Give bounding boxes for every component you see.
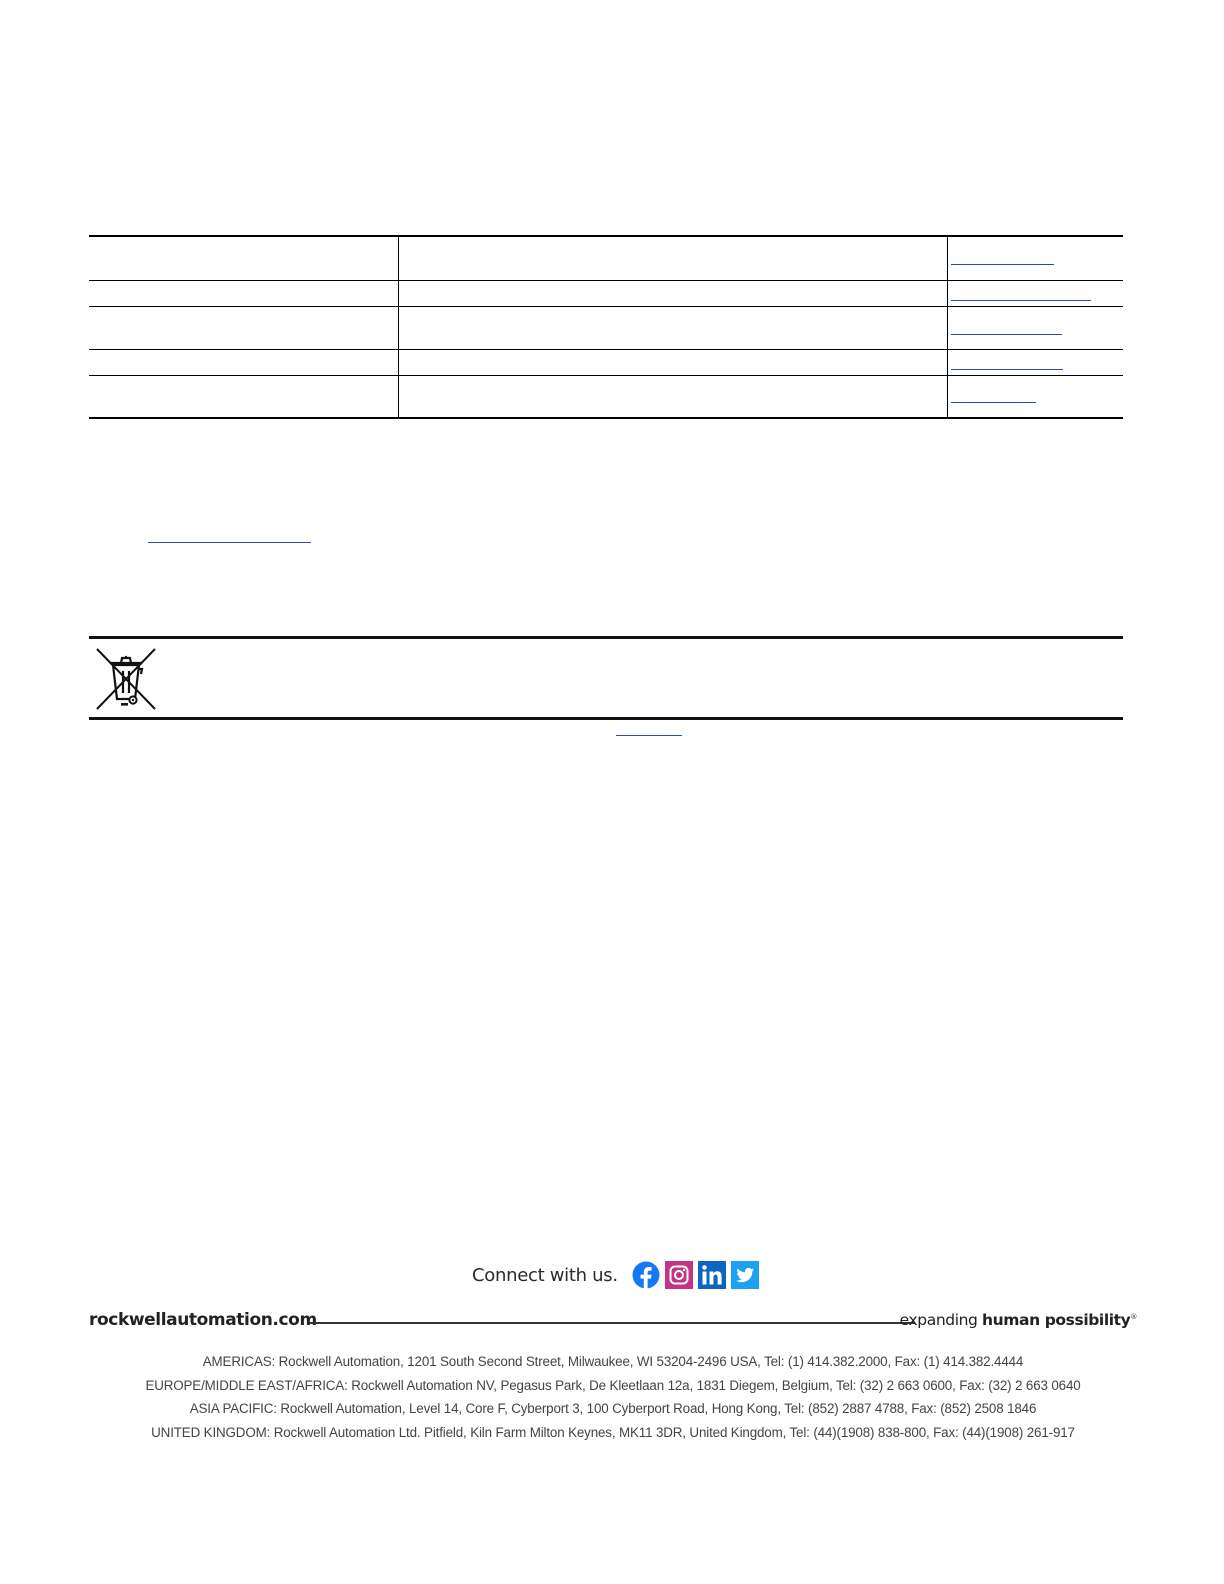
instagram-icon[interactable] (665, 1261, 693, 1289)
linkedin-icon[interactable] (698, 1261, 726, 1289)
table-cell (948, 375, 1123, 418)
twitter-icon[interactable] (731, 1261, 759, 1289)
table-cell (399, 280, 948, 306)
address-asia-pacific: ASIA PACIFIC: Rockwell Automation, Level 14, Core F, Cyberport 3, 100 Cyberport Road, Hong Kong, Tel: (852) 2887 4788, Fax: (852) 2508 1846 (189, 1401, 1037, 1416)
table-cell (399, 306, 948, 349)
resource-link[interactable] (951, 369, 1063, 370)
resource-link[interactable] (951, 334, 1062, 335)
brand-row (89, 1308, 1137, 1334)
table-cell (89, 236, 399, 280)
crossed-out-bin-icon (95, 647, 157, 711)
table-row (89, 236, 1123, 280)
registered-mark: ® (1130, 1312, 1137, 1321)
table-cell (89, 280, 399, 306)
regional-addresses (89, 1350, 1137, 1444)
connect-label: Connect with us. (472, 1264, 618, 1286)
table-row (89, 280, 1123, 306)
divider (309, 1322, 915, 1324)
tagline-prefix: expanding (899, 1311, 978, 1329)
table-row (89, 306, 1123, 349)
tagline-bold: human possibility (982, 1311, 1131, 1329)
table-cell (399, 375, 948, 418)
table-cell (948, 349, 1123, 375)
address-united-kingdom: UNITED KINGDOM: Rockwell Automation Ltd. Pitfield, Kiln Farm Milton Keynes, MK11 3DR, United Kingdom, Tel: (44)(1908) 838-800, Fax: (44)(1908) 261-917 (151, 1424, 1075, 1440)
table-row (89, 375, 1123, 418)
table-cell (399, 349, 948, 375)
table-cell (948, 236, 1123, 280)
weee-notice (89, 636, 1123, 720)
table-cell (89, 375, 399, 418)
resource-link[interactable] (951, 300, 1091, 301)
table-row (89, 349, 1123, 375)
resource-link[interactable] (951, 402, 1036, 403)
weee-info-link[interactable] (616, 735, 682, 736)
support-resources-table (89, 235, 1123, 419)
connect-with-us (472, 1259, 764, 1291)
resource-link[interactable] (951, 264, 1054, 265)
table-cell (399, 236, 948, 280)
facebook-icon[interactable] (632, 1261, 660, 1289)
table-cell (948, 306, 1123, 349)
tagline (900, 1311, 1137, 1329)
address-emea: EUROPE/MIDDLE EAST/AFRICA: Rockwell Automation NV, Pegasus Park, De Kleetlaan 12a, 1831 Diegem, Belgium, Tel: (32) 2 663 0600, Fax: (32) 2 663 0640 (145, 1377, 1081, 1393)
site-url[interactable]: rockwellautomation.com (89, 1310, 317, 1330)
table-cell (89, 349, 399, 375)
address-americas: AMERICAS: Rockwell Automation, 1201 South Second Street, Milwaukee, WI 53204-2496 USA, Tel: (1) 414.382.2000, Fax: (1) 414.382.4444 (202, 1354, 1024, 1369)
table-cell (89, 306, 399, 349)
literature-library-link[interactable] (148, 542, 311, 543)
table-cell (948, 280, 1123, 306)
